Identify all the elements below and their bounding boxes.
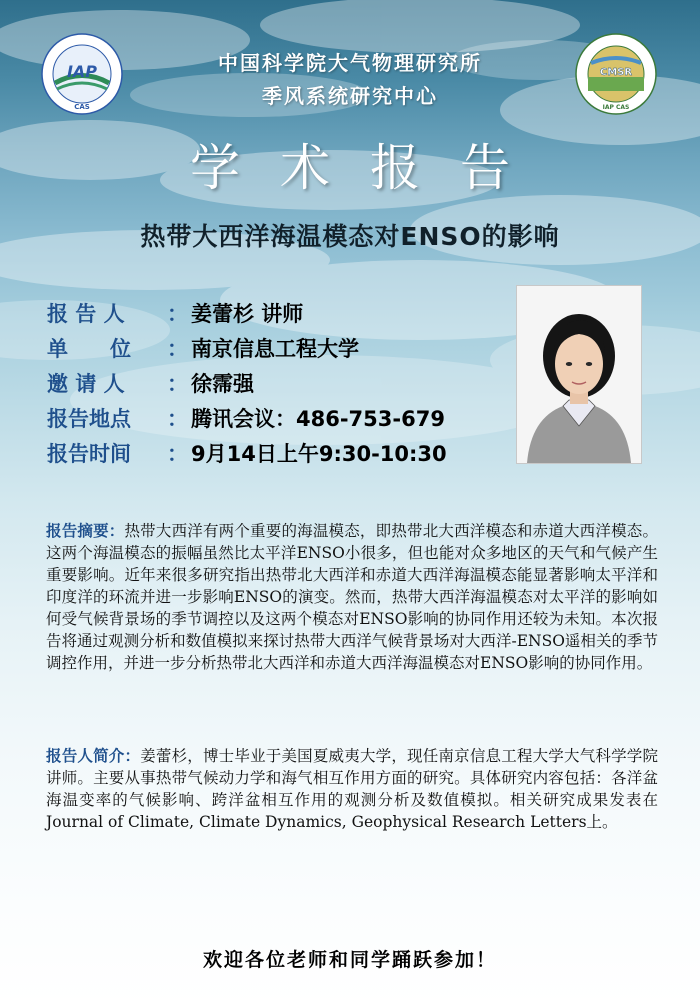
info-value: 9月14日上午9:30-10:30 — [191, 441, 447, 466]
info-row-time: 报告时间 ： 9月14日上午9:30-10:30 — [47, 435, 447, 470]
abstract-text: 热带大西洋有两个重要的海温模态，即热带北大西洋模态和赤道大西洋模态。这两个海温模态的振幅虽然比太平洋ENSO小很多，但也能对众多地区的天气和气候产生重要影响。近年来很多研究指出热带北大西洋和赤道大西洋海温模态能显著影响太平洋和印度洋的环流并进一步影响ENSO的演变。然而，热带大西洋海温模态对太平洋的影响如何受气候背景场的季节调控以及这两个模态对ENSO影响的协同作用还较为未知。本次报告将通过观测分析和数值模拟来探讨热带大西洋气候背景场对大西洋-ENSO遥相关的季节调控作用，并进一步分析热带北大西洋和赤道大西洋海温模态对ENSO影响的协同作用。 — [46, 522, 658, 672]
info-label: 邀 请 人 — [47, 371, 125, 396]
center-name: 季风系统研究中心 — [262, 84, 438, 108]
info-row-location: 报告地点 ： 腾讯会议：486-753-679 — [47, 400, 447, 435]
info-value: 徐霈强 — [191, 371, 254, 396]
report-info — [47, 295, 447, 470]
page-title: 学术报告 — [190, 139, 550, 197]
bio-paragraph — [46, 745, 658, 833]
info-label: 报告时间 — [47, 441, 131, 466]
report-topic: 热带大西洋海温模态对ENSO的影响 — [140, 222, 560, 251]
info-row-speaker: 报 告 人 ： 姜蕾杉 讲师 — [47, 295, 447, 330]
cmsr-logo-sub: IAP CAS — [602, 104, 630, 111]
bio-label: 报告人简介： — [46, 747, 141, 765]
welcome-footer: 欢迎各位老师和同学踊跃参加！ — [202, 949, 497, 971]
info-row-affiliation: 单 位 ： 南京信息工程大学 — [47, 330, 447, 365]
info-value: 腾讯会议：486-753-679 — [191, 406, 445, 431]
iap-logo-sub: CAS — [74, 103, 90, 111]
speaker-photo — [516, 285, 642, 464]
bio-text: 姜蕾杉，博士毕业于美国夏威夷大学，现任南京信息工程大学大气科学学院讲师。主要从事热带气候动力学和海气相互作用方面的研究。具体研究内容包括：各洋盆海温变率的气候影响、跨洋盆相互作用的观测分析及数值模拟。相关研究成果发表在Journal of Climate, Climate Dynamics, Geophysical Research Letters上。 — [46, 747, 658, 831]
info-row-host: 邀 请 人 ： 徐霈强 — [47, 365, 447, 400]
institute-name: 中国科学院大气物理研究所 — [218, 51, 482, 75]
iap-logo-text: IAP — [66, 62, 98, 81]
info-label: 报告地点 — [47, 406, 131, 431]
abstract-paragraph — [46, 520, 658, 674]
abstract-label: 报告摘要： — [46, 522, 125, 540]
info-label: 单 位 — [47, 336, 131, 361]
info-label: 报 告 人 — [47, 301, 125, 326]
cmsr-logo-text: CMSR — [599, 67, 633, 78]
info-value: 南京信息工程大学 — [191, 336, 359, 361]
info-value: 姜蕾杉 讲师 — [191, 301, 304, 326]
